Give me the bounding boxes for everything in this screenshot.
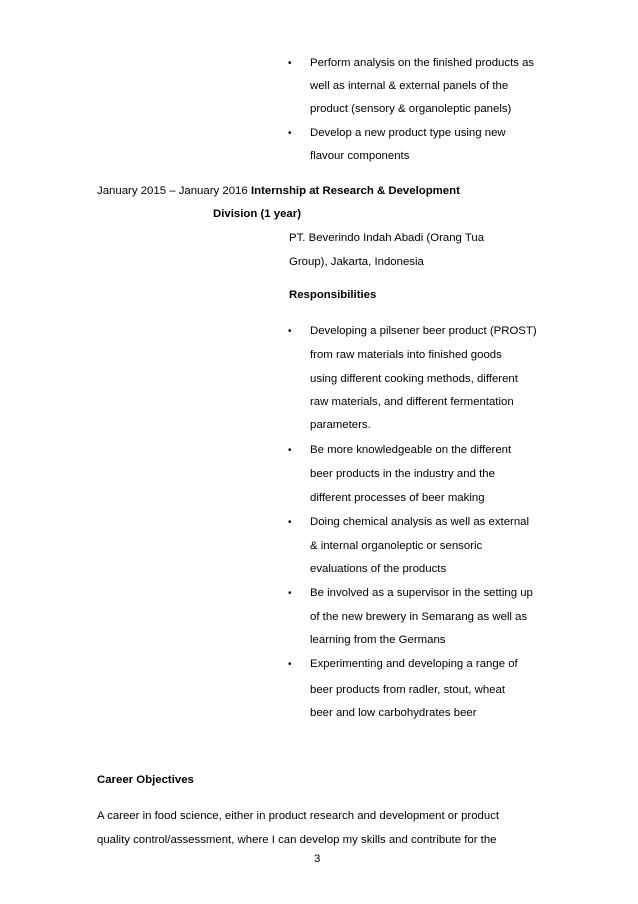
- responsibility-line: from raw materials into finished goods: [310, 349, 502, 361]
- career-objectives-heading: Career Objectives: [97, 774, 194, 786]
- page-number: 3: [314, 853, 321, 865]
- bullet-glyph: •: [288, 58, 292, 69]
- bullet-glyph: •: [288, 659, 292, 670]
- internship-dates: January 2015 – January 2016: [97, 185, 248, 197]
- responsibility-line: using different cooking methods, different: [310, 373, 518, 385]
- bullet-line: Develop a new product type using new: [310, 127, 506, 139]
- responsibility-line: parameters.: [310, 419, 371, 431]
- bullet-line: product (sensory & organoleptic panels): [310, 103, 512, 115]
- responsibility-line: beer products from radler, stout, wheat: [310, 684, 506, 696]
- responsibility-line: & internal organoleptic or sensoric: [310, 540, 483, 552]
- bullet-glyph: •: [288, 326, 292, 337]
- responsibilities-heading: Responsibilities: [289, 289, 377, 301]
- responsibility-line: learning from the Germans: [310, 634, 446, 646]
- bullet-line: well as internal & external panels of the: [310, 80, 509, 92]
- career-objectives-text: A career in food science, either in product research and development or product: [97, 810, 500, 822]
- bullet-glyph: •: [288, 588, 292, 599]
- responsibility-line: beer and low carbohydrates beer: [310, 707, 477, 719]
- career-objectives-text: quality control/assessment, where I can develop my skills and contribute for the: [97, 834, 497, 846]
- bullet-glyph: •: [288, 128, 292, 139]
- company-name: PT. Beverindo Indah Abadi (Orang Tua: [289, 232, 485, 244]
- bullet-glyph: •: [288, 445, 292, 456]
- company-location: Group), Jakarta, Indonesia: [289, 256, 424, 268]
- responsibility-line: beer products in the industry and the: [310, 468, 495, 480]
- responsibility-line: Developing a pilsener beer product (PROST): [310, 325, 537, 337]
- responsibility-line: raw materials, and different fermentation: [310, 396, 514, 408]
- responsibility-line: of the new brewery in Semarang as well as: [310, 611, 528, 623]
- responsibility-line: Be more knowledgeable on the different: [310, 444, 512, 456]
- bullet-line: Perform analysis on the finished products as: [310, 57, 535, 69]
- responsibility-line: Be involved as a supervisor in the setting up: [310, 587, 533, 599]
- bullet-line: flavour components: [310, 150, 410, 162]
- responsibility-line: different processes of beer making: [310, 492, 485, 504]
- internship-title-continued: Division (1 year): [213, 208, 301, 220]
- bullet-glyph: •: [288, 517, 292, 528]
- responsibility-line: Doing chemical analysis as well as external: [310, 516, 530, 528]
- responsibility-line: evaluations of the products: [310, 563, 447, 575]
- responsibility-line: Experimenting and developing a range of: [310, 658, 518, 670]
- internship-title: Internship at Research & Development: [251, 185, 460, 197]
